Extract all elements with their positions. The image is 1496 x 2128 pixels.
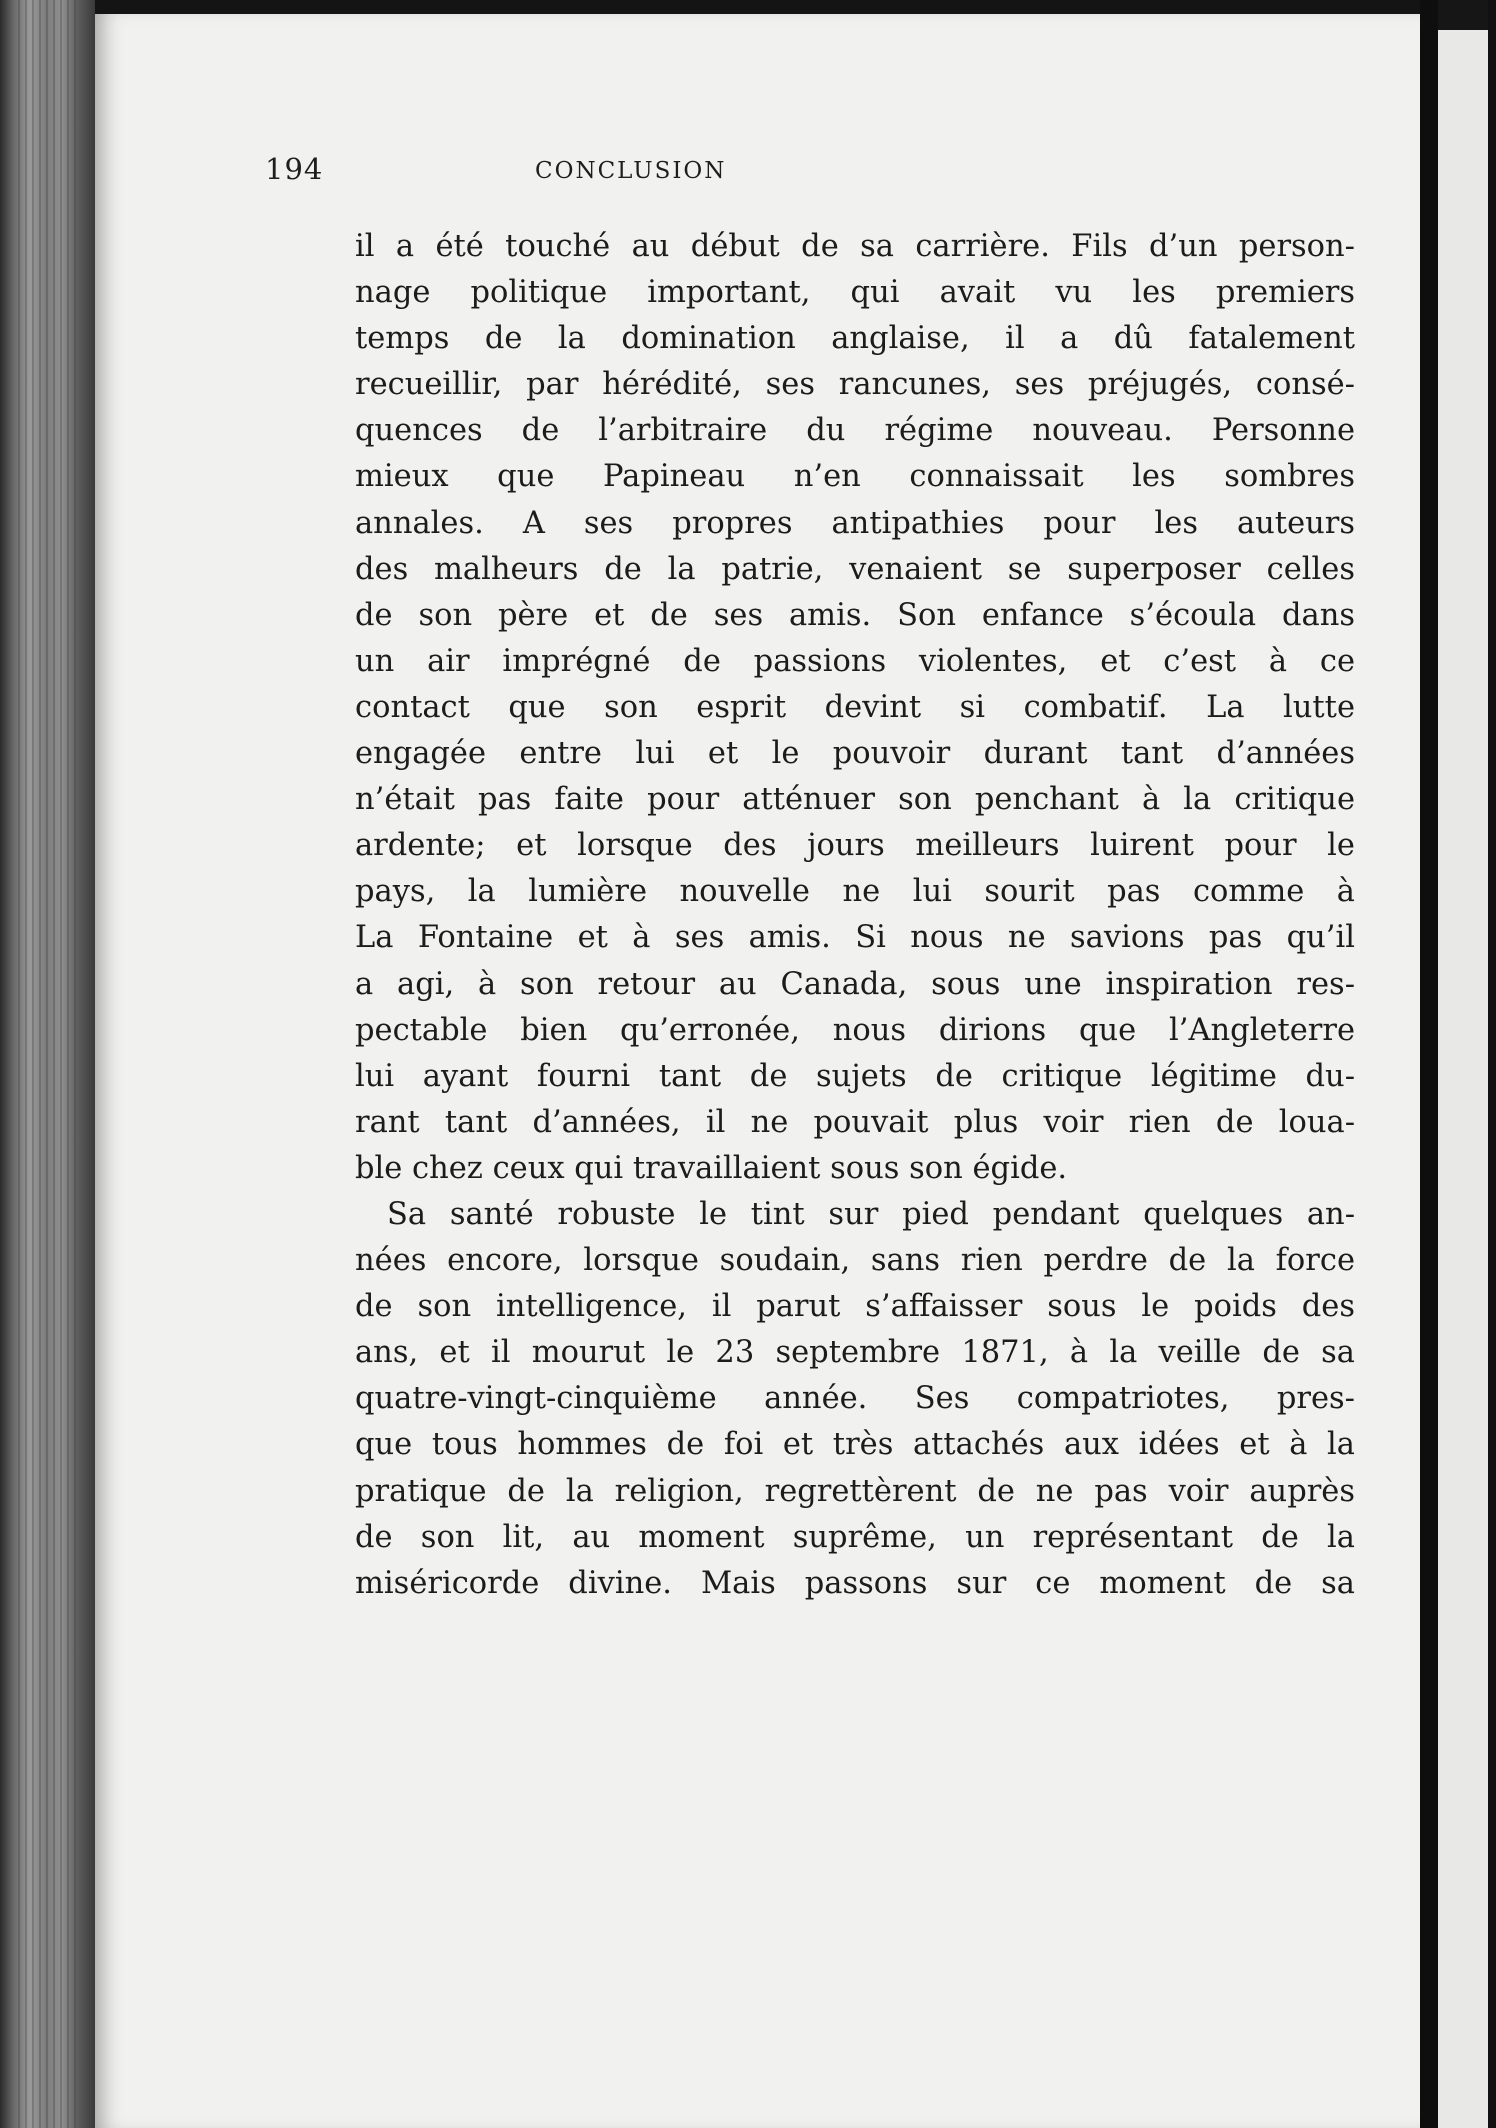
text-line: rant tant d’années, il ne pouvait plus voir rien de loua- (355, 1104, 1355, 1140)
text-line: a agi, à son retour au Canada, sous une inspiration res- (355, 966, 1355, 1002)
text-line: nées encore, lorsque soudain, sans rien perdre de la force (355, 1243, 1355, 1279)
next-page-edge (1438, 30, 1488, 2128)
text-line: pratique de la religion, regrettèrent de ne pas voir auprès (355, 1473, 1355, 1509)
text-line: que tous hommes de foi et très attachés aux idées et à la (355, 1427, 1355, 1463)
text-line: n’était pas faite pour atténuer son penchant à la critique (355, 782, 1355, 818)
text-line: lui ayant fourni tant de sujets de critique légitime du- (355, 1058, 1355, 1094)
text-line: de son intelligence, il parut s’affaisser sous le poids des (355, 1289, 1355, 1325)
text-line: quatre-vingt-cinquième année. Ses compatriotes, pres- (355, 1381, 1355, 1417)
text-line: recueillir, par hérédité, ses rancunes, ses préjugés, consé- (355, 367, 1355, 403)
text-line: ans, et il mourut le 23 septembre 1871, à la veille de sa (355, 1335, 1355, 1371)
text-line: La Fontaine et à ses amis. Si nous ne savions pas qu’il (355, 920, 1355, 956)
text-line: pays, la lumière nouvelle ne lui sourit pas comme à (355, 874, 1355, 910)
page-edges (18, 0, 78, 2128)
text-line: temps de la domination anglaise, il a dû fatalement (355, 321, 1355, 357)
chapter-title: CONCLUSION (535, 158, 727, 184)
text-line: ardente; et lorsque des jours meilleurs luirent pour le (355, 828, 1355, 864)
text-line: de son lit, au moment suprême, un représentant de la (355, 1519, 1355, 1555)
text-line: miséricorde divine. Mais passons sur ce moment de sa (355, 1565, 1355, 1601)
text-line: de son père et de ses amis. Son enfance s’écoula dans (355, 597, 1355, 633)
text-line: nage politique important, qui avait vu les premiers (355, 275, 1355, 311)
text-line: un air imprégné de passions violentes, et c’est à ce (355, 643, 1355, 679)
text-line: mieux que Papineau n’en connaissait les sombres (355, 459, 1355, 495)
running-head (265, 152, 1265, 192)
top-border (95, 0, 1420, 14)
page-number: 194 (265, 152, 324, 186)
text-line: annales. A ses propres antipathies pour les auteurs (355, 505, 1355, 541)
text-line: quences de l’arbitraire du régime nouveau. Personne (355, 413, 1355, 449)
paragraph-end-line: ble chez ceux qui travaillaient sous son égide. (355, 1150, 1068, 1186)
paragraph-start-line: Sa santé robuste le tint sur pied pendant quelques an- (387, 1196, 1355, 1232)
text-line: contact que son esprit devint si combatif. La lutte (355, 689, 1355, 725)
text-line: pectable bien qu’erronée, nous dirions que l’Angleterre (355, 1012, 1355, 1048)
right-gutter (1420, 0, 1438, 2128)
book-spine-edge (0, 0, 95, 2128)
text-line: des malheurs de la patrie, venaient se superposer celles (355, 551, 1355, 587)
text-line: il a été touché au début de sa carrière. Fils d’un person- (355, 229, 1355, 264)
body-text (355, 224, 1355, 1607)
text-line: engagée entre lui et le pouvoir durant tant d’années (355, 736, 1355, 772)
right-border (1488, 0, 1496, 2128)
